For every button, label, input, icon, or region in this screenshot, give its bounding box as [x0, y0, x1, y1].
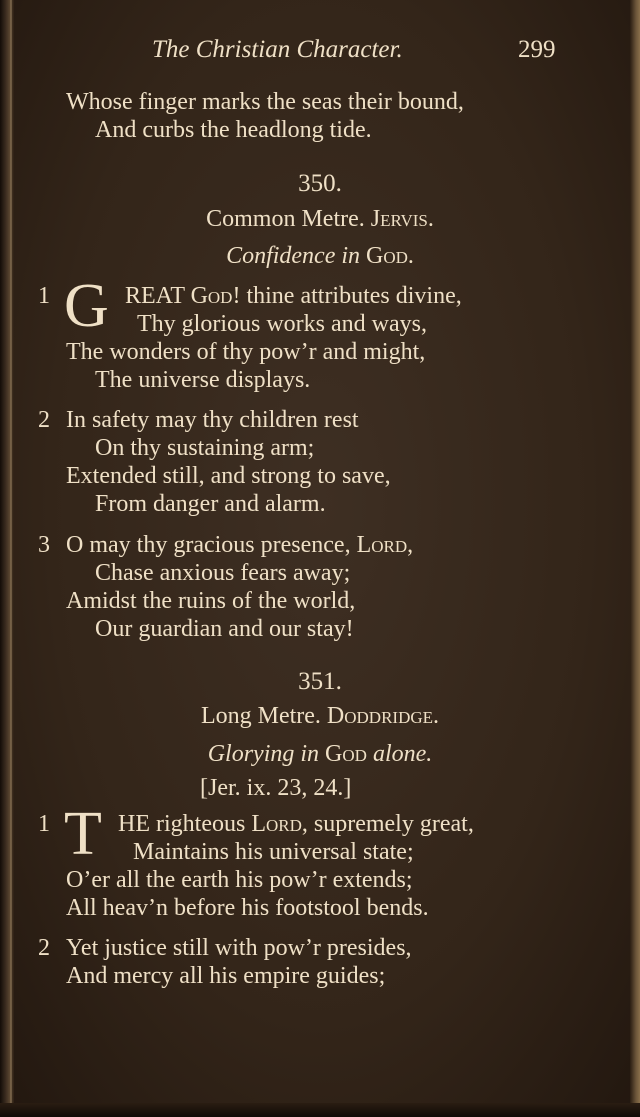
verse-line — [66, 531, 413, 559]
hymn-number: 351. — [298, 668, 342, 695]
verse-line: Thy glorious works and ways, — [137, 311, 427, 337]
hymn-metre: Long Metre. — [200, 703, 321, 729]
hymn-metre: Common Metre. — [206, 206, 365, 232]
verse-number: 3 — [38, 532, 50, 558]
page-number: 299 — [518, 36, 556, 63]
hymn-title-word: God — [325, 741, 367, 767]
verse-line: On thy sustaining arm; — [95, 435, 315, 461]
verse-line: Our guardian and our stay! — [95, 616, 354, 642]
verse-line-tail: , — [407, 532, 414, 558]
page-binding-edge — [0, 0, 14, 1117]
verse-number: 2 — [38, 407, 50, 433]
page-fore-edge — [630, 0, 640, 1117]
continuation-line: And curbs the headlong tide. — [95, 117, 372, 143]
verse-line: In safety may thy children rest — [66, 407, 359, 433]
small-caps-word: God — [190, 283, 233, 309]
verse-line: The universe displays. — [95, 367, 311, 393]
hymn-title-italic: Confidence in — [226, 243, 361, 269]
hymn-metre-line — [0, 702, 640, 730]
verse-line — [125, 282, 462, 310]
running-header — [0, 36, 640, 72]
scripture-reference: [Jer. ix. 23, 24.] — [200, 775, 352, 801]
running-title: The Christian Character. — [152, 36, 403, 63]
small-caps-word: Lord — [251, 811, 302, 837]
verse-line: O’er all the earth his pow’r extends; — [66, 867, 413, 893]
verse-line: Yet justice still with pow’r presides, — [66, 935, 412, 961]
dropcap-rest: HE righteous — [118, 811, 246, 837]
verse-line: Maintains his universal state; — [133, 839, 414, 865]
verse-line — [118, 810, 474, 838]
drop-cap: G — [64, 272, 109, 340]
verse-line: From danger and alarm. — [95, 491, 326, 517]
verse-number: 1 — [38, 811, 50, 837]
verse-line-start: O may thy gracious presence, — [66, 532, 351, 558]
verse-line: Extended still, and strong to save, — [66, 463, 391, 489]
drop-cap: T — [64, 800, 102, 868]
small-caps-word: Lord — [356, 532, 408, 558]
hymn-number: 350. — [298, 170, 342, 197]
page-bottom-edge — [0, 1103, 640, 1117]
hymn-title — [0, 242, 640, 270]
verse-line: And mercy all his empire guides; — [66, 963, 386, 989]
hymn-title-word: God. — [366, 243, 414, 269]
hymn-metre-line — [0, 205, 640, 233]
continuation-line: Whose finger marks the seas their bound, — [66, 89, 464, 115]
verse-number: 2 — [38, 935, 50, 961]
verse-line: The wonders of thy pow’r and might, — [66, 339, 426, 365]
verse-line: All heav’n before his footstool bends. — [66, 895, 429, 921]
hymn-author: Doddridge. — [326, 703, 440, 729]
hymn-title — [0, 740, 640, 768]
verse-line: Amidst the ruins of the world, — [66, 588, 356, 614]
hymn-author: Jervis. — [370, 206, 434, 232]
verse-line-tail: , supremely great, — [301, 811, 474, 837]
verse-line: Chase anxious fears away; — [95, 560, 351, 586]
hymn-title-italic-end: alone. — [372, 741, 433, 767]
verse-number: 1 — [38, 283, 50, 309]
dropcap-rest: REAT — [125, 283, 185, 309]
verse-line-tail: ! thine attributes divine, — [232, 283, 462, 309]
hymn-title-italic: Glorying in — [207, 741, 320, 767]
